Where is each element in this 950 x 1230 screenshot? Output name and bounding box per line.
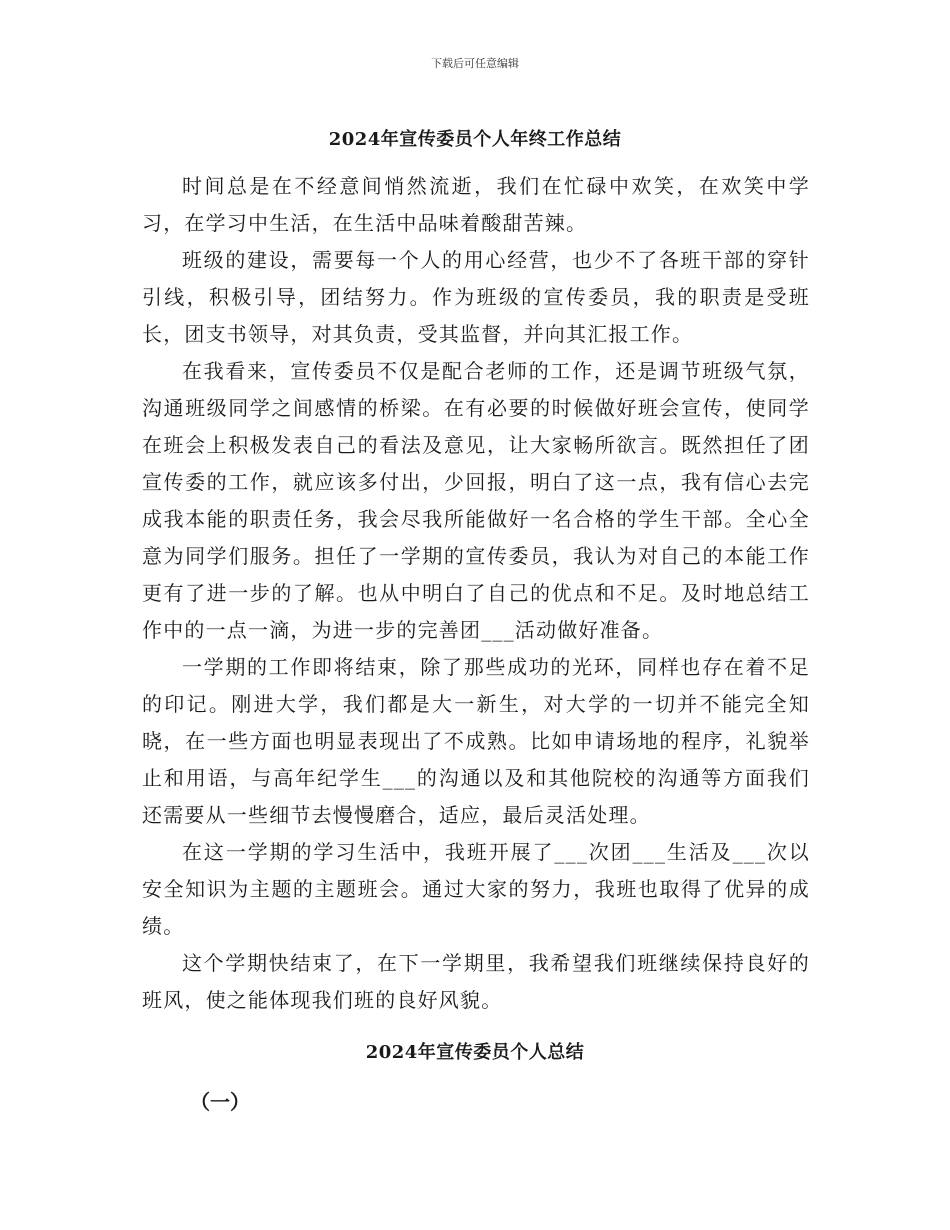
- paragraph-5: 在这一学期的学习生活中，我班开展了___次团___生活及___次以安全知识为主题的主题班会。通过大家的努力，我班也取得了优异的成绩。: [142, 840, 810, 938]
- document-title: 2024年宣传委员个人年终工作总结: [328, 129, 622, 150]
- paragraph-3: 在我看来，宣传委员不仅是配合老师的工作，还是调节班级气氛，沟通班级同学之间感情的桥梁。在有必要的时候做好班会宣传，使同学在班会上积极发表自己的看法及意见，让大家畅所欲言。既然担任了团宣传委的工作，就应该多付出，少回报，明白了这一点，我有信心去完成我本能的职责任务，我会尽我所能做好一名合格的学生干部。全心全意为同学们服务。担任了一学期的宣传委员，我认为对自己的本能工作更有了进一步的了解。也从中明白了自己的优点和不足。及时地总结工作中的一点一滴，为进一步的完善团___活动做好准备。: [142, 359, 810, 642]
- paragraph-4: 一学期的工作即将结束，除了那些成功的光环，同样也存在着不足的印记。刚进大学，我们都是大一新生，对大学的一切并不能完全知晓，在一些方面也明显表现出了不成熟。比如申请场地的程序，礼貌举止和用语，与高年纪学生___的沟通以及和其他院校的沟通等方面我们还需要从一些细节去慢慢磨合，适应，最后灵活处理。: [142, 655, 810, 827]
- subsection-heading: （一）: [190, 1090, 250, 1114]
- header-note: 下载后可任意编辑: [431, 57, 519, 70]
- paragraph-1: 时间总是在不经意间悄然流逝，我们在忙碌中欢笑，在欢笑中学习，在学习中生活，在生活中品味着酸甜苦辣。: [142, 174, 810, 235]
- paragraph-6: 这个学期快结束了，在下一学期里，我希望我们班继续保持良好的班风，使之能体现我们班的良好风貌。: [142, 951, 810, 1012]
- document-body: [142, 168, 810, 1019]
- paragraph-2: 班级的建设，需要每一个人的用心经营，也少不了各班干部的穿针引线，积极引导，团结努力。作为班级的宣传委员，我的职责是受班长，团支书领导，对其负责，受其监督，并向其汇报工作。: [142, 248, 810, 346]
- section-title: 2024年宣传委员个人总结: [365, 1042, 585, 1063]
